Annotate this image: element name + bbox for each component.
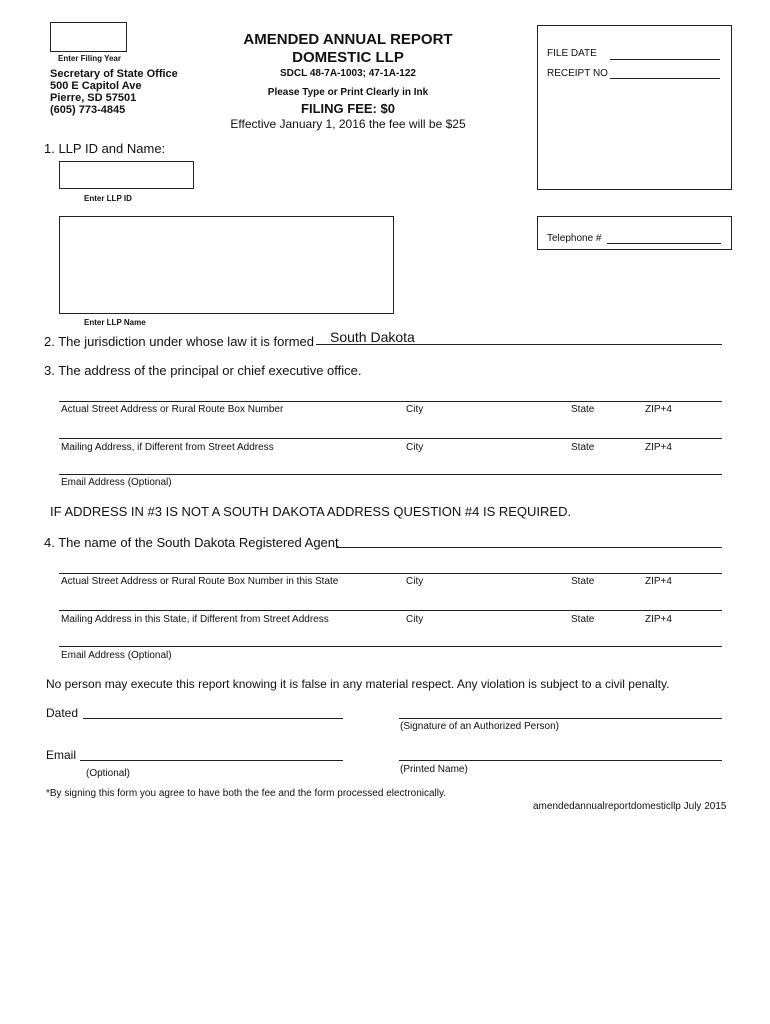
office-line: (605) 773-4845 — [50, 104, 126, 116]
address-notice: IF ADDRESS IN #3 IS NOT A SOUTH DAKOTA ADDRESS QUESTION #4 IS REQUIRED. — [50, 504, 572, 519]
penalty-statement: No person may execute this report knowing it is false in any material respect. Any violation is subject to a civil penalty. — [46, 677, 670, 691]
printed-name-line[interactable] — [399, 760, 722, 761]
file-date-line — [610, 59, 720, 60]
agent-mailing-line[interactable] — [59, 610, 722, 611]
form-identifier: amendedannualreportdomesticllp July 2015 — [533, 801, 727, 812]
dated-label: Dated — [46, 706, 79, 720]
email-line[interactable] — [59, 474, 722, 475]
zip-caption: ZIP+4 — [645, 442, 672, 453]
dated-line[interactable] — [83, 718, 343, 719]
zip-caption: ZIP+4 — [645, 404, 672, 415]
city-caption: City — [406, 576, 424, 587]
state-caption: State — [571, 576, 595, 587]
email-label: Email — [46, 748, 77, 762]
office-line: Pierre, SD 57501 — [50, 92, 137, 104]
state-caption: State — [571, 404, 595, 415]
printed-name-caption: (Printed Name) — [400, 764, 468, 775]
jurisdiction-value[interactable]: South Dakota — [330, 329, 415, 345]
statute-reference: SDCL 48-7A-1003; 47-1A-122 — [280, 68, 416, 79]
office-address — [50, 68, 178, 116]
jurisdiction-line — [316, 344, 722, 345]
address-line[interactable] — [59, 401, 722, 402]
optional-caption: (Optional) — [86, 768, 130, 779]
zip-caption: ZIP+4 — [645, 576, 672, 587]
section3-label: 3. The address of the principal or chief executive office. — [44, 363, 362, 378]
electronic-consent: *By signing this form you agree to have both the fee and the form processed electronically. — [46, 788, 447, 799]
filing-year-caption: Enter Filing Year — [58, 54, 121, 63]
filing-fee: FILING FEE: $0 — [301, 101, 395, 116]
signature-caption: (Signature of an Authorized Person) — [400, 721, 559, 732]
section2-label: 2. The jurisdiction under whose law it is formed — [44, 334, 314, 349]
signature-line[interactable] — [399, 718, 722, 719]
city-caption: City — [406, 614, 424, 625]
telephone-line[interactable] — [607, 243, 721, 244]
fee-note: Effective January 1, 2016 the fee will be $25 — [230, 117, 466, 131]
signer-email-line[interactable] — [80, 760, 343, 761]
receipt-no-line — [610, 78, 720, 79]
telephone-label: Telephone # — [547, 233, 602, 244]
receipt-no-label: RECEIPT NO — [547, 68, 608, 79]
llp-name-input[interactable] — [59, 216, 394, 314]
llp-id-input[interactable] — [59, 161, 194, 189]
agent-address-line[interactable] — [59, 573, 722, 574]
section4-label: 4. The name of the South Dakota Registered Agent — [44, 535, 339, 550]
zip-caption: ZIP+4 — [645, 614, 672, 625]
mailing-caption: Mailing Address, if Different from Street Address — [61, 442, 274, 453]
agent-street-caption: Actual Street Address or Rural Route Box Number in this State — [61, 576, 339, 587]
email-caption: Email Address (Optional) — [61, 477, 172, 488]
city-caption: City — [406, 442, 424, 453]
registered-agent-line[interactable] — [336, 547, 722, 548]
llp-id-caption: Enter LLP ID — [84, 194, 132, 203]
street-caption: Actual Street Address or Rural Route Box Number — [61, 404, 284, 415]
form-title-line2: DOMESTIC LLP — [292, 49, 404, 66]
mailing-address-line[interactable] — [59, 438, 722, 439]
agent-email-caption: Email Address (Optional) — [61, 650, 172, 661]
print-instruction: Please Type or Print Clearly in Ink — [267, 87, 429, 98]
llp-name-caption: Enter LLP Name — [84, 318, 146, 327]
city-caption: City — [406, 404, 424, 415]
office-line: 500 E Capitol Ave — [50, 80, 142, 92]
state-caption: State — [571, 614, 595, 625]
filing-year-input[interactable] — [50, 22, 127, 52]
section1-label: 1. LLP ID and Name: — [44, 141, 166, 156]
agent-mailing-caption: Mailing Address in this State, if Different from Street Address — [61, 614, 329, 625]
file-date-label: FILE DATE — [547, 48, 597, 59]
form-title-line1: AMENDED ANNUAL REPORT — [243, 31, 453, 48]
state-caption: State — [571, 442, 595, 453]
office-line: Secretary of State Office — [50, 68, 178, 80]
agent-email-line[interactable] — [59, 646, 722, 647]
